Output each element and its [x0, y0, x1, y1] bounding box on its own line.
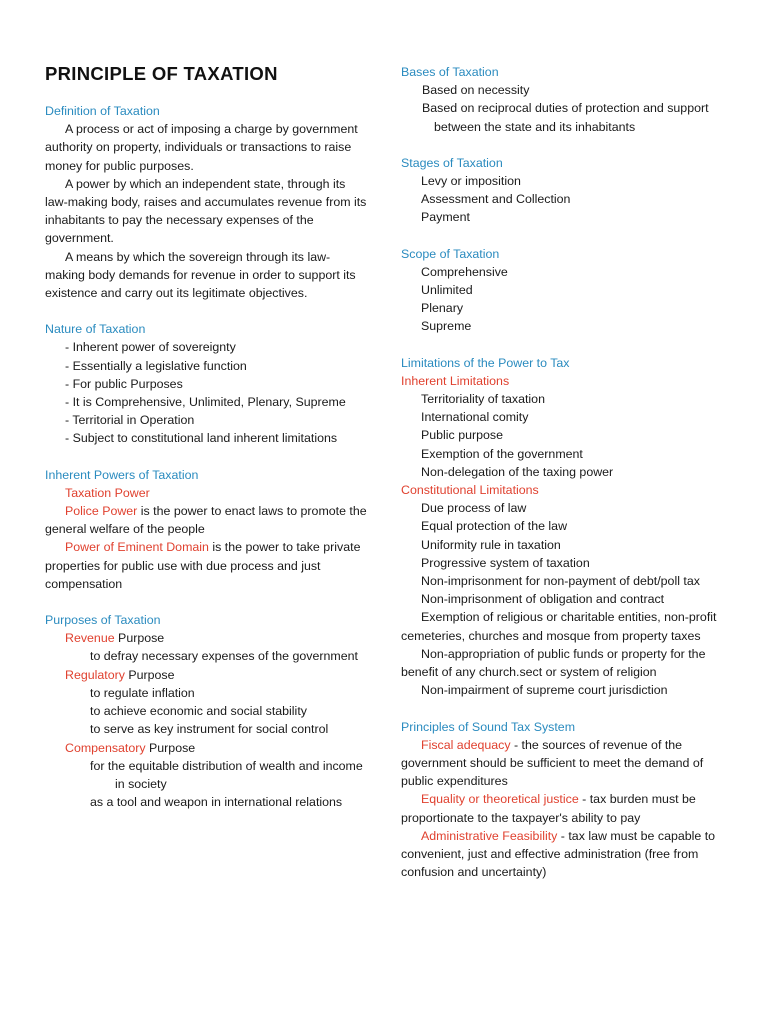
constitutional-limitation-item: Non-imprisonment for non-payment of debt/poll tax	[421, 574, 700, 589]
constitutional-limitation-item: Progressive system of taxation	[421, 555, 590, 570]
regulatory-item: to serve as key instrument for social control	[90, 722, 329, 737]
definition-section	[45, 102, 367, 302]
admin-feasibility-label: Administrative Feasibility	[421, 828, 558, 843]
constitutional-limitations-heading: Constitutional Limitations	[401, 483, 539, 498]
constitutional-limitation-item: Non-appropriation of public funds or property for the benefit of any church.sect or system of religion	[401, 646, 706, 680]
inherent-limitation-item: Public purpose	[421, 428, 503, 443]
constitutional-limitation-item: Due process of law	[421, 501, 527, 516]
nature-item: - Subject to constitutional land inherent limitations	[65, 431, 338, 446]
principles-heading: Principles of Sound Tax System	[401, 719, 576, 734]
nature-item: - For public Purposes	[65, 376, 183, 391]
revenue-label: Revenue	[65, 631, 115, 646]
stages-section	[401, 154, 731, 227]
scope-section	[401, 245, 731, 336]
scope-heading: Scope of Taxation	[401, 246, 500, 261]
inherent-limitation-item: Exemption of the government	[421, 446, 583, 461]
regulatory-label: Regulatory	[65, 667, 125, 682]
nature-item: - Inherent power of sovereignty	[65, 340, 236, 355]
equality-label: Equality or theoretical justice	[421, 792, 579, 807]
page-title: PRINCIPLE OF TAXATION	[45, 63, 278, 84]
police-power-label: Police Power	[65, 504, 138, 519]
police-power-desc: is the power to enact laws to promote the general welfare of the people	[45, 504, 367, 537]
stages-item: Levy or imposition	[421, 174, 521, 189]
nature-section	[45, 320, 367, 447]
constitutional-limitation-item: Equal protection of the law	[421, 519, 568, 534]
stages-heading: Stages of Taxation	[401, 155, 503, 170]
nature-item: - Territorial in Operation	[65, 413, 195, 428]
constitutional-limitation-item: Exemption of religious or charitable entities, non-profit cemeteries, churches and mosque from property taxes	[401, 610, 717, 643]
bases-heading: Bases of Taxation	[401, 65, 499, 79]
right-column	[401, 63, 731, 899]
scope-item: Comprehensive	[421, 264, 508, 279]
nature-item: - It is Comprehensive, Unlimited, Plenary, Supreme	[65, 395, 346, 410]
definition-heading: Definition of Taxation	[45, 104, 160, 118]
nature-heading: Nature of Taxation	[45, 322, 146, 337]
bases-section	[401, 63, 731, 136]
definition-paragraph: A means by which the sovereign through its law-making body demands for revenue in order to support its existence and carry out its legitimate objectives.	[45, 249, 356, 301]
constitutional-limitation-item: Non-imprisonment of obligation and contract	[421, 592, 665, 607]
left-column	[45, 62, 367, 829]
inherent-powers-heading: Inherent Powers of Taxation	[45, 467, 199, 482]
revenue-item: to defray necessary expenses of the government	[90, 649, 358, 664]
definition-paragraph: A power by which an independent state, through its law-making body, raises and accumulates revenue from its inhabitants to pay the necessary expenses of the government.	[45, 176, 367, 246]
inherent-limitations-heading: Inherent Limitations	[401, 373, 510, 388]
regulatory-item: to achieve economic and social stability	[90, 704, 307, 719]
bases-item: Based on reciprocal duties of protection and support between the state and its inhabitants	[422, 101, 709, 134]
inherent-limitation-item: International comity	[421, 410, 529, 425]
scope-item: Supreme	[421, 319, 472, 334]
purpose-word: Purpose	[114, 631, 165, 646]
purposes-section	[45, 611, 367, 811]
fiscal-adequacy-desc: - the sources of revenue of the government should be sufficient to meet the demand of public expenditures	[401, 737, 704, 789]
stages-item: Assessment and Collection	[421, 192, 571, 207]
compensatory-item: as a tool and weapon in international relations	[90, 795, 343, 810]
regulatory-item: to regulate inflation	[90, 685, 195, 700]
compensatory-label: Compensatory	[65, 740, 146, 755]
inherent-powers-section	[45, 466, 367, 593]
taxation-power-label: Taxation Power	[65, 485, 150, 500]
purposes-heading: Purposes of Taxation	[45, 613, 161, 628]
purpose-word: Purpose	[124, 667, 175, 682]
limitations-section	[401, 354, 731, 700]
principles-section	[401, 718, 731, 882]
constitutional-limitation-item: Uniformity rule in taxation	[421, 537, 561, 552]
stages-item: Payment	[421, 210, 470, 225]
eminent-domain-label: Power of Eminent Domain	[65, 540, 209, 555]
equality-desc: - tax burden must be proportionate to the taxpayer's ability to pay	[401, 792, 696, 825]
compensatory-item: for the equitable distribution of wealth and income in society	[90, 758, 363, 791]
scope-item: Plenary	[421, 301, 464, 316]
scope-item: Unlimited	[421, 283, 473, 298]
limitations-heading: Limitations of the Power to Tax	[401, 355, 570, 370]
constitutional-limitation-item: Non-impairment of supreme court jurisdiction	[421, 683, 668, 698]
definition-paragraph: A process or act of imposing a charge by government authority on property, individuals or transactions to raise money for public purposes.	[45, 122, 358, 173]
eminent-domain-desc: is the power to take private properties for public use with due process and just compensation	[45, 540, 361, 591]
fiscal-adequacy-label: Fiscal adequacy	[421, 737, 511, 752]
nature-item: - Essentially a legislative function	[65, 358, 247, 373]
bases-item: Based on necessity	[422, 83, 530, 98]
admin-feasibility-desc: - tax law must be capable to convenient, just and effective administration (free from confusion and uncertainty)	[401, 828, 716, 880]
purpose-word: Purpose	[145, 740, 196, 755]
inherent-limitation-item: Non-delegation of the taxing power	[421, 464, 614, 479]
inherent-limitation-item: Territoriality of taxation	[421, 392, 545, 407]
